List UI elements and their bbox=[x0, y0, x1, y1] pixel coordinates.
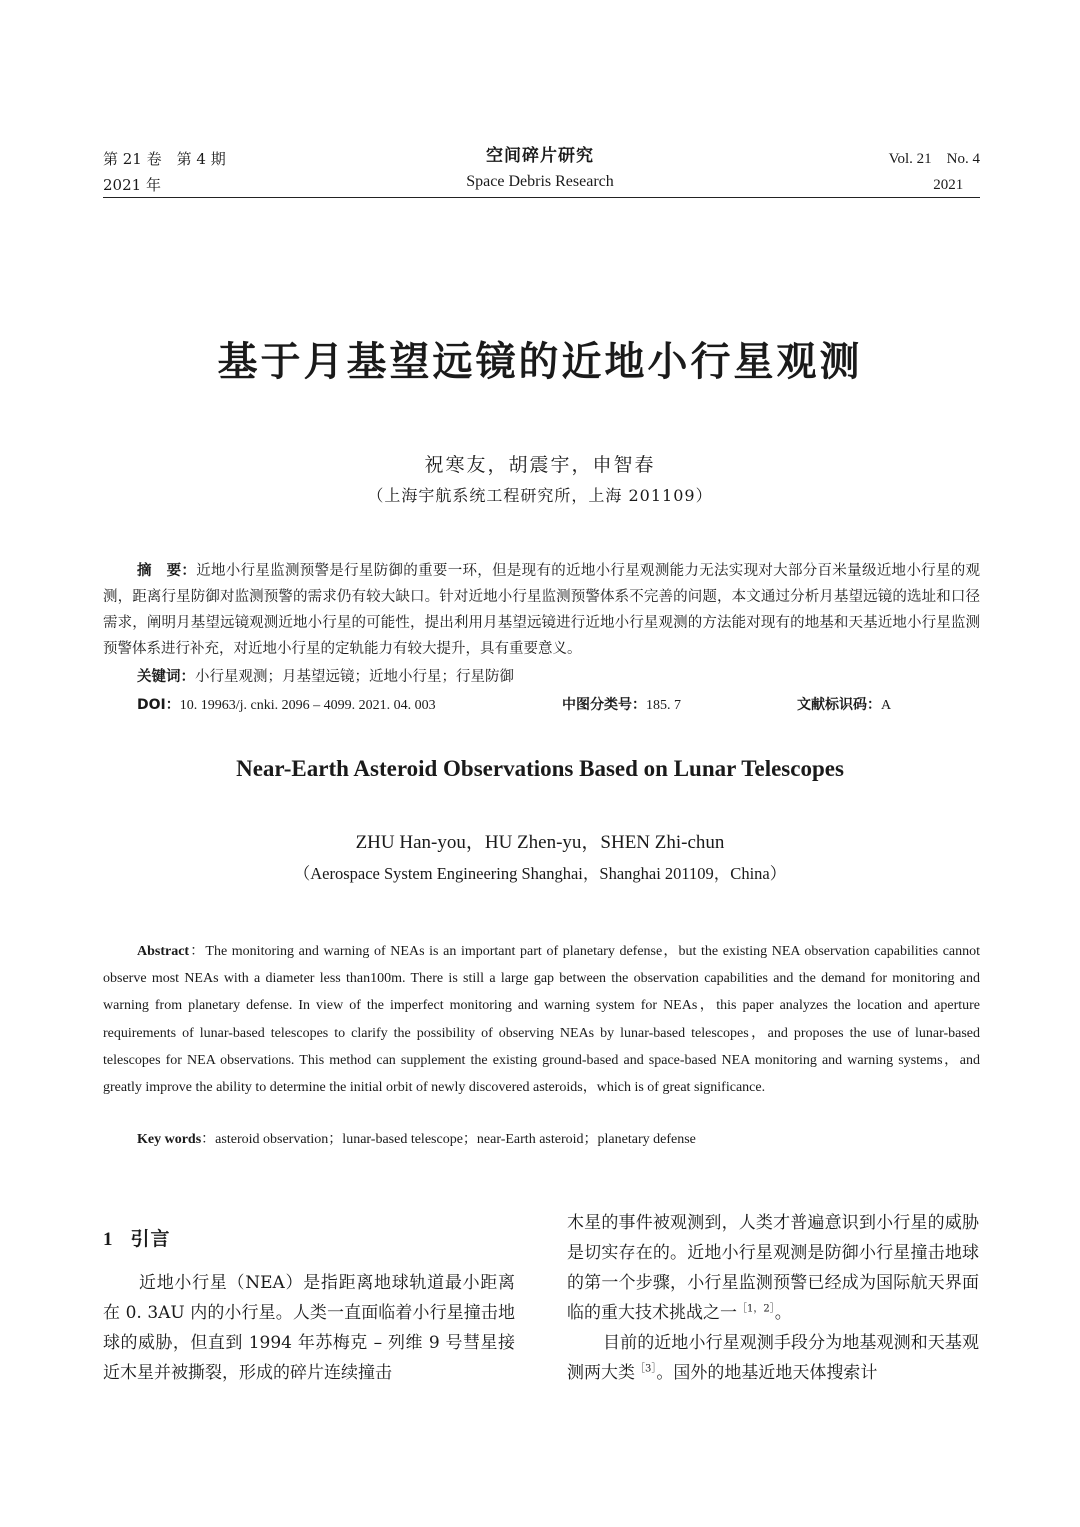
abstract-en-label: Abstract bbox=[137, 944, 190, 959]
doi-label: DOI： bbox=[137, 697, 180, 713]
paper-title-cn: 基于月基望远镜的近地小行星观测 bbox=[217, 339, 863, 385]
clc-value: 185. 7 bbox=[646, 698, 681, 713]
paragraph-text: 木星的事件被观测到，人类才普遍意识到小行星的威胁是切实存在的。近地小行星观测是防御小行星撞击地球的第一个步骤，小行星监测预警已经成为国际航天界面临的重大技术挑战之一 bbox=[567, 1213, 979, 1323]
doi bbox=[137, 698, 436, 713]
doi-value: 10. 19963/j. cnki. 2096 – 4099. 2021. 04. 003 bbox=[179, 698, 436, 713]
keywords-cn-text: 小行星观测；月基望远镜；近地小行星；行星防御 bbox=[195, 669, 514, 685]
clc-number bbox=[562, 693, 681, 718]
body-paragraph bbox=[567, 1328, 979, 1388]
article-meta-row bbox=[137, 693, 980, 718]
keywords-cn bbox=[137, 665, 514, 689]
body-column-right bbox=[567, 1208, 979, 1388]
authors-cn: 祝寒友，胡震宇，申智春 bbox=[424, 454, 656, 476]
document-code-label: 文献标识码： bbox=[797, 697, 881, 713]
abstract-cn-label: 摘 要： bbox=[137, 563, 197, 579]
keywords-en-separator: ： bbox=[201, 1132, 216, 1147]
paragraph-text: 。国外的地基近地天体搜索计 bbox=[656, 1363, 878, 1383]
paragraph-text: 。 bbox=[774, 1303, 792, 1323]
header-year-cn: 2021 年 bbox=[103, 176, 161, 194]
header-volume-info bbox=[889, 146, 980, 198]
keywords-en-text: asteroid observation；lunar-based telescope；near-Earth asteroid；planetary defense bbox=[215, 1132, 696, 1147]
affiliation-en: （Aerospace System Engineering Shanghai，Shanghai 201109，China） bbox=[293, 864, 787, 883]
abstract-en-separator: ： bbox=[189, 944, 206, 959]
abstract-en-text: The monitoring and warning of NEAs is an important part of planetary defense，but the existing NEA observation capabilities cannot observe most NEAs with a diameter less than100m. There is still a large gap between the observation capabilities and the demand for monitoring and warning from planetary defense. In view of the imperfect monitoring and warning system for NEAs，this paper analyzes the location and aperture requirements of lunar-based telescopes to clarify the possibility of observing NEAs by lunar-based telescopes，and proposes the use of lunar-based telescopes for NEA observations. This method can supplement the existing ground-based and space-based NEA monitoring and warning systems，and greatly improve the ability to determine the initial orbit of newly discovered asteroids，which is of great significance. bbox=[103, 944, 981, 1096]
document-code-value: A bbox=[881, 698, 892, 713]
authors-en: ZHU Han-you，HU Zhen-yu，SHEN Zhi-chun bbox=[355, 832, 725, 853]
keywords-cn-label: 关键词： bbox=[137, 669, 195, 685]
clc-label: 中图分类号： bbox=[562, 697, 646, 713]
header-year-en: 2021 bbox=[933, 177, 964, 193]
abstract-en bbox=[103, 938, 980, 1101]
body-column-left bbox=[103, 1268, 515, 1388]
header-volume-issue-en: Vol. 21 No. 4 bbox=[888, 151, 980, 167]
citation-ref: ［3］ bbox=[635, 1363, 657, 1375]
keywords-en bbox=[137, 1128, 696, 1152]
paper-title-en: Near-Earth Asteroid Observations Based on Lunar Telescopes bbox=[236, 756, 844, 781]
header-volume-issue-cn: 第 21 卷 第 4 期 bbox=[103, 150, 226, 168]
section-number: 1 bbox=[103, 1229, 113, 1250]
section-title: 引言 bbox=[130, 1228, 171, 1250]
header-divider bbox=[103, 197, 980, 198]
journal-name-cn: 空间碎片研究 bbox=[486, 146, 594, 166]
abstract-cn bbox=[103, 558, 980, 662]
citation-ref: ［1，2］ bbox=[737, 1303, 775, 1315]
body-paragraph bbox=[567, 1208, 979, 1328]
abstract-cn-text: 近地小行星监测预警是行星防御的重要一环，但是现有的近地小行星观测能力无法实现对大部分百米量级近地小行星的观测，距离行星防御对监测预警的需求仍有较大缺口。针对近地小行星监测预警体系不完善的问题，本文通过分析月基望远镜的选址和口径需求，阐明月基望远镜观测近地小行星的可能性，提出利用月基望远镜进行近地小行星观测的方法能对现有的地基和天基近地小行星监测预警体系进行补充，对近地小行星的定轨能力有较大提升，具有重要意义。 bbox=[103, 563, 981, 657]
affiliation-cn: （上海宇航系统工程研究所，上海 201109） bbox=[367, 486, 713, 505]
body-paragraph: 近地小行星（NEA）是指距离地球轨道最小距离在 0. 3AU 内的小行星。人类一直面临着小行星撞击地球的威胁，但直到 1994 年苏梅克 – 列维 9 号彗星接近木星并被撕裂，形成的碎片连续撞击 bbox=[103, 1273, 515, 1383]
document-code bbox=[797, 693, 891, 718]
paragraph-text: 目前的近地小行星观测手段分为地基观测和天基观测两大类 bbox=[567, 1333, 979, 1383]
section-heading-introduction bbox=[103, 1224, 171, 1251]
journal-name-en: Space Debris Research bbox=[466, 173, 614, 190]
keywords-en-label: Key words bbox=[137, 1132, 202, 1147]
